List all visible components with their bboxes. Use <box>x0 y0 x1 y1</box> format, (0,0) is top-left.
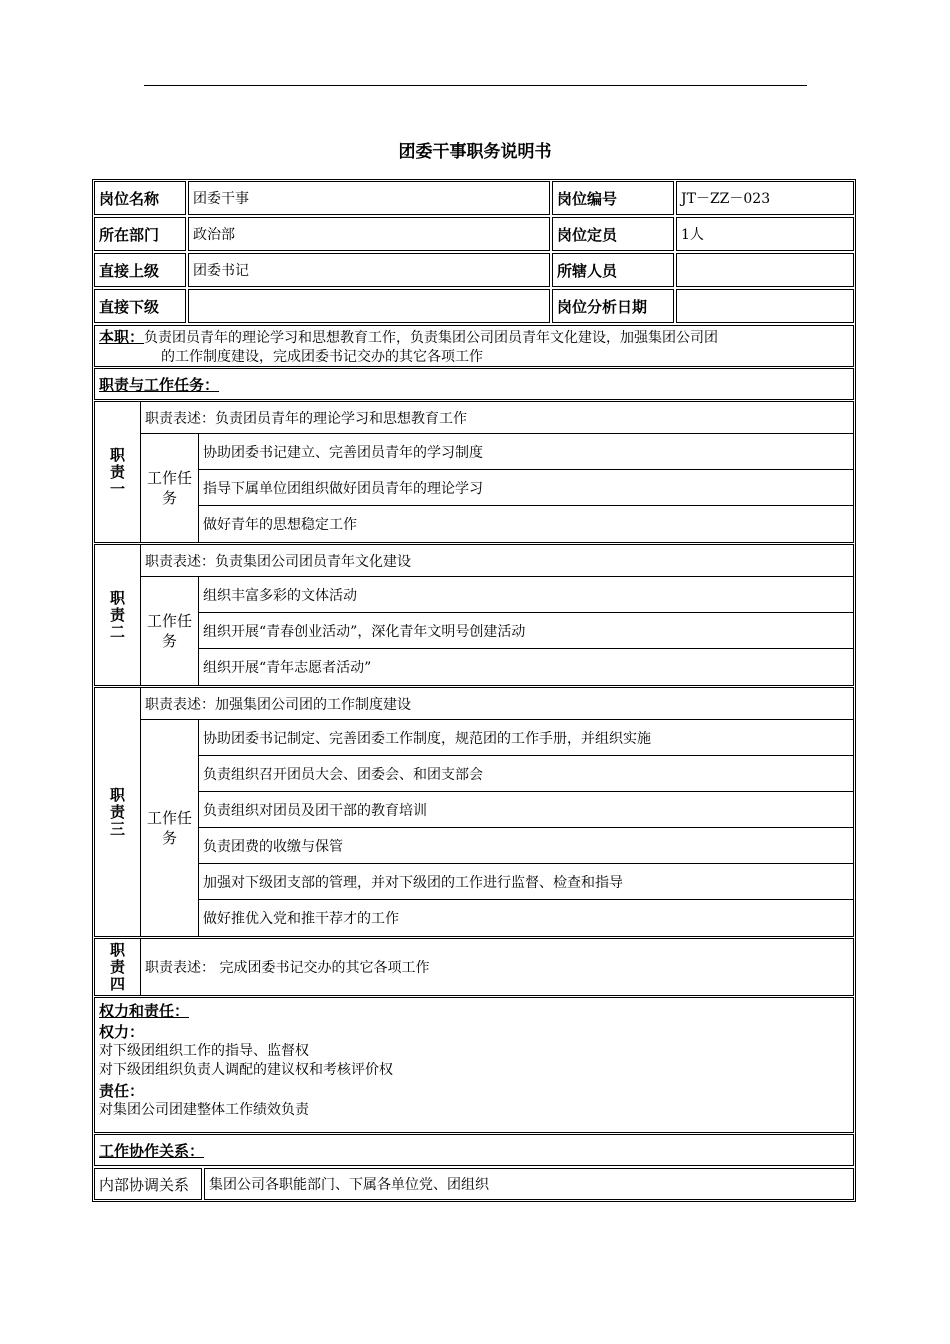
job-code-value: JT－ZZ－023 <box>676 181 854 215</box>
duty-block-3 <box>94 687 854 937</box>
duty-desc-3: 职责表述：加强集团公司团的工作制度建设 <box>141 688 853 720</box>
task-item: 负责组织召开团员大会、团委会、和团支部会 <box>199 756 853 792</box>
analysis-date-value <box>676 289 854 323</box>
duties-section-title <box>94 368 854 400</box>
power-label: 权力： <box>99 1023 145 1041</box>
superior-label: 直接上级 <box>94 253 186 287</box>
staffing-label: 岗位定员 <box>552 217 674 251</box>
main-duty-label: 本职： <box>99 328 145 346</box>
info-table <box>92 179 856 1202</box>
task-item: 协助团委书记制定、完善团委工作制度，规范团的工作手册，并组织实施 <box>199 720 853 756</box>
main-duty <box>94 325 854 367</box>
duty-label-4: 职责四 <box>95 939 141 995</box>
task-item: 做好青年的思想稳定工作 <box>203 517 357 533</box>
authority-section <box>94 997 854 1133</box>
duties-title-text: 职责与工作任务： <box>99 375 220 394</box>
staffing-value: 1人 <box>676 217 854 251</box>
duty-label-1: 职责一 <box>95 402 141 542</box>
task-item: 组织开展“青年志愿者活动” <box>203 660 372 676</box>
power-item: 对下级团组织负责人调配的建议权和考核评价权 <box>99 1062 393 1078</box>
duty-block-1 <box>94 401 854 543</box>
task-label-3: 工作任务 <box>141 720 199 936</box>
internal-coordination-label: 内部协调关系 <box>94 1168 202 1200</box>
duty-block-4 <box>94 938 854 996</box>
task-item: 组织丰富多彩的文体活动 <box>199 577 853 613</box>
job-code-label: 岗位编号 <box>552 181 674 215</box>
task-item: 做好推优入党和推干荐才的工作 <box>203 911 399 927</box>
main-duty-line1: 负责团员青年的理论学习和思想教育工作，负责集团公司团员青年文化建设，加强集团公司团 <box>144 330 719 346</box>
job-name-label: 岗位名称 <box>94 181 186 215</box>
superior-value: 团委书记 <box>188 253 550 287</box>
task-item: 加强对下级团支部的管理，并对下级团的工作进行监督、检查和指导 <box>199 864 853 900</box>
task-item: 协助团委书记建立、完善团员青年的学习制度 <box>199 434 853 470</box>
staff-value <box>676 253 854 287</box>
duty-desc-1: 职责表述：负责团员青年的理论学习和思想教育工作 <box>141 402 853 434</box>
job-name-value: 团委干事 <box>188 181 550 215</box>
document-title: 团委干事职务说明书 <box>398 142 552 162</box>
analysis-date-label: 岗位分析日期 <box>552 289 674 323</box>
cooperation-title-row <box>94 1134 854 1166</box>
task-item: 指导下属单位团组织做好团员青年的理论学习 <box>199 470 853 506</box>
authority-title: 权力和责任： <box>99 1002 190 1020</box>
task-label-1: 工作任务 <box>141 434 199 542</box>
staff-label: 所辖人员 <box>552 253 674 287</box>
dept-label: 所在部门 <box>94 217 186 251</box>
duty-block-2 <box>94 544 854 686</box>
duty-label-3: 职责三 <box>95 688 141 936</box>
task-item: 组织开展“青春创业活动”，深化青年文明号创建活动 <box>199 613 853 649</box>
duty-desc-2: 职责表述：负责集团公司团员青年文化建设 <box>141 545 853 577</box>
subordinate-label: 直接下级 <box>94 289 186 323</box>
task-label-2: 工作任务 <box>141 577 199 685</box>
header-rule <box>144 85 807 86</box>
cooperation-title: 工作协作关系： <box>99 1141 205 1160</box>
resp-item: 对集团公司团建整体工作绩效负责 <box>99 1102 309 1118</box>
power-item: 对下级团组织工作的指导、监督权 <box>99 1043 309 1059</box>
resp-label: 责任： <box>99 1082 145 1100</box>
dept-value: 政治部 <box>188 217 550 251</box>
internal-coordination-value: 集团公司各职能部门、下属各单位党、团组织 <box>204 1168 854 1200</box>
job-description-form <box>92 179 856 1202</box>
duty-desc-4: 职责表述： 完成团委书记交办的其它各项工作 <box>145 960 430 976</box>
subordinate-value <box>188 289 550 323</box>
duty-label-2: 职责二 <box>95 545 141 685</box>
task-item: 负责组织对团员及团干部的教育培训 <box>199 792 853 828</box>
main-duty-line2: 的工作制度建设，完成团委书记交办的其它各项工作 <box>161 349 483 365</box>
task-item: 负责团费的收缴与保管 <box>199 828 853 864</box>
